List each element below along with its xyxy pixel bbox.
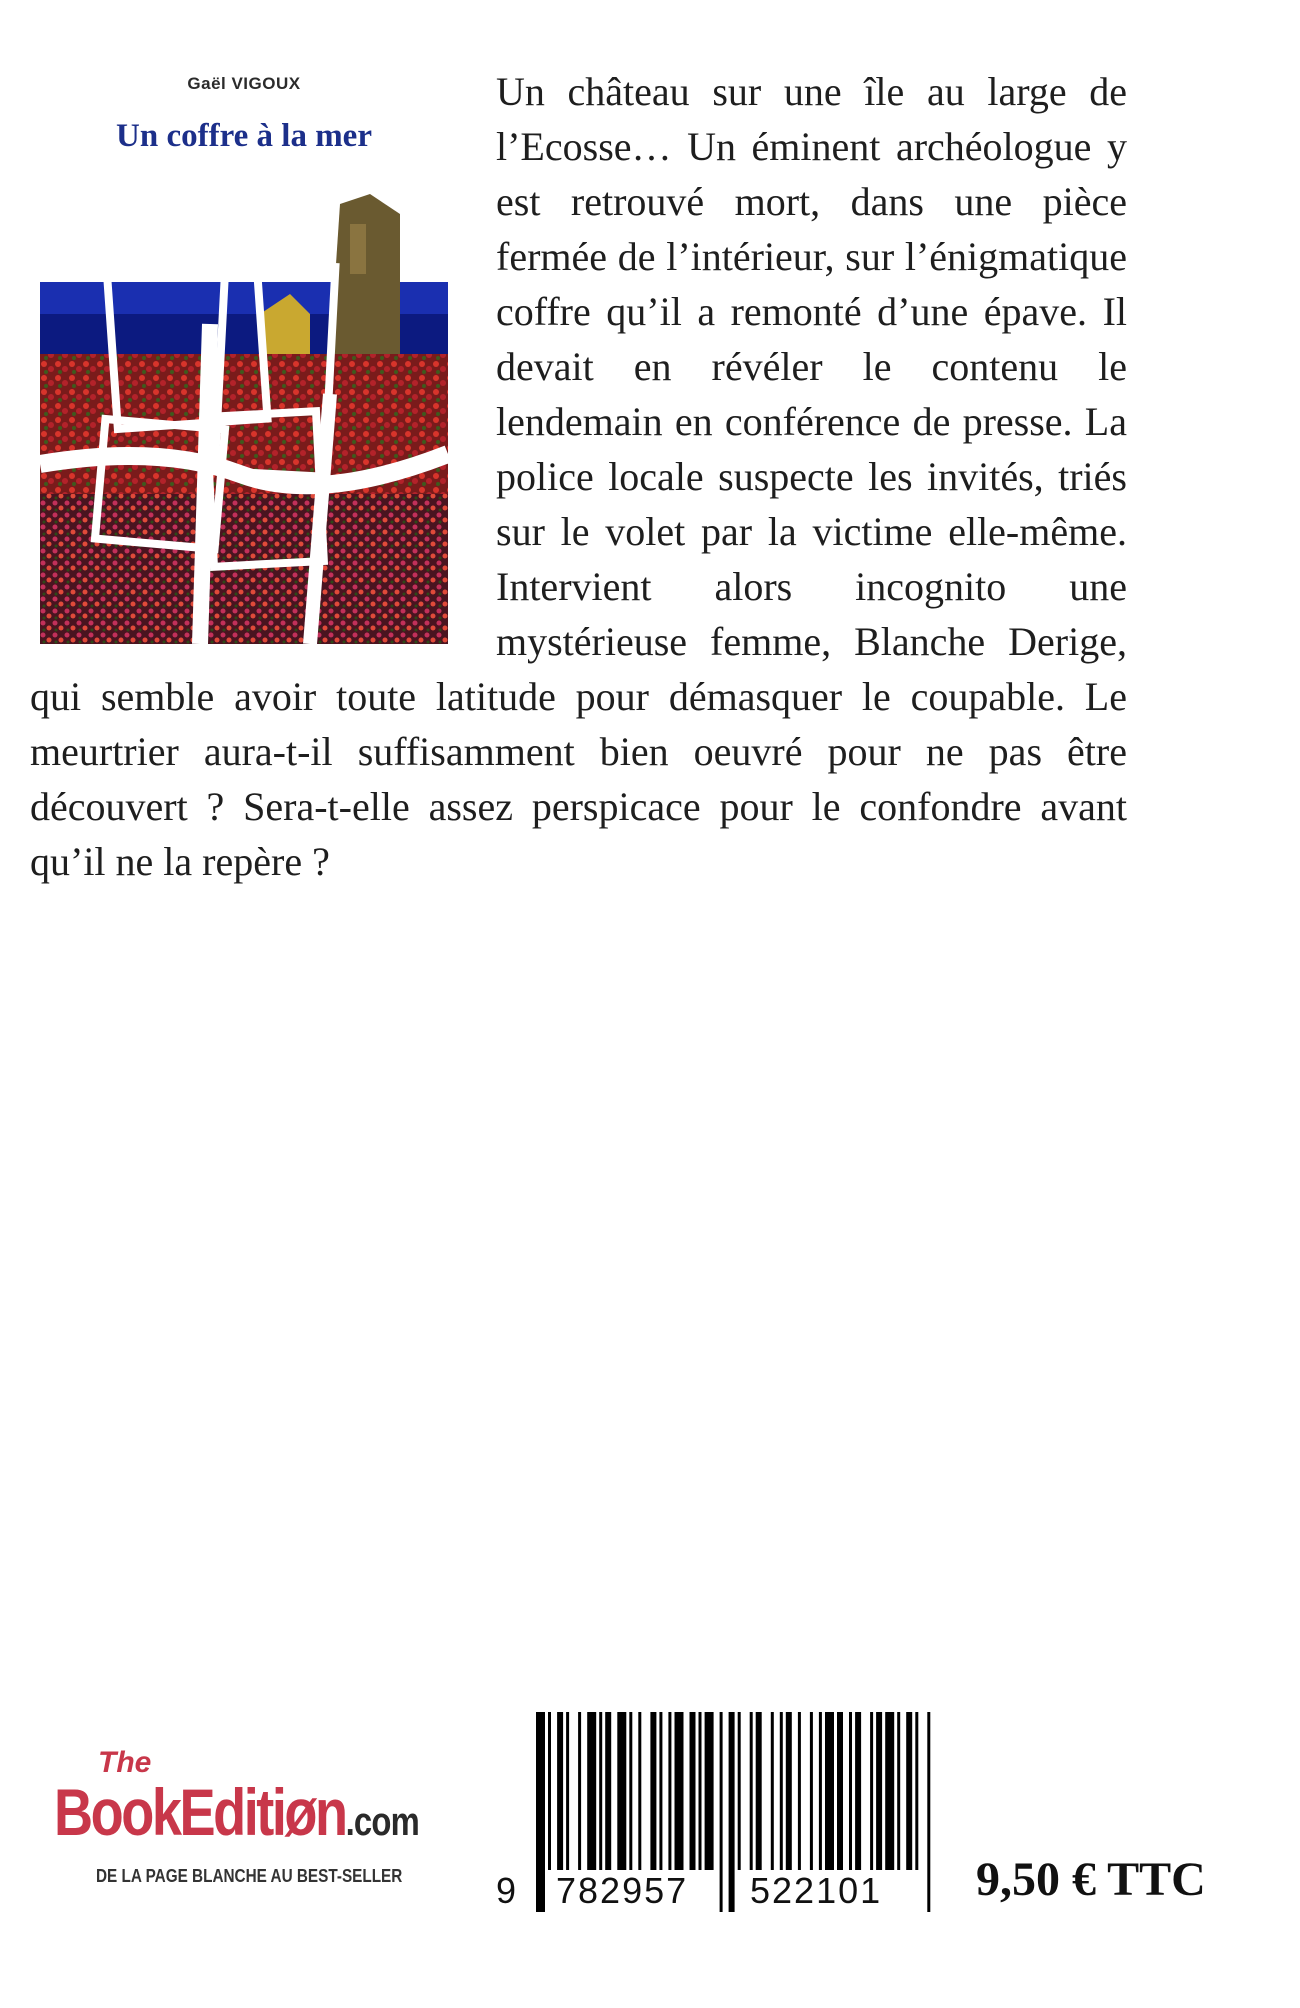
barcode-bar — [810, 1712, 813, 1870]
barcode-bar — [786, 1712, 792, 1870]
barcode-bar — [897, 1712, 900, 1870]
barcode-bar — [720, 1712, 723, 1912]
barcode-bar — [825, 1712, 834, 1870]
barcode-first-digit: 9 — [496, 1870, 519, 1911]
logo-brand-o: ø — [284, 1775, 316, 1849]
barcode-bar — [705, 1712, 714, 1870]
barcode-bar — [668, 1712, 671, 1870]
barcode-left-digits: 782957 — [556, 1870, 689, 1911]
cover-author: Gaël VIGOUX — [187, 74, 301, 93]
barcode-bar — [690, 1712, 696, 1870]
barcode-bar — [566, 1712, 569, 1870]
barcode-bar — [557, 1712, 563, 1870]
barcode-bar — [750, 1712, 753, 1870]
barcode-bar — [650, 1712, 656, 1870]
barcode-bar — [771, 1712, 774, 1870]
barcode-right-digits: 522101 — [750, 1870, 883, 1911]
barcode-bar — [915, 1712, 918, 1870]
logo-brand-text: BookEditi — [54, 1775, 285, 1849]
barcode-bar — [638, 1712, 641, 1870]
cover-title: Un coffre à la mer — [116, 118, 372, 154]
publisher-logo — [40, 1748, 450, 1918]
isbn-barcode — [496, 1712, 936, 1922]
barcode-bar — [837, 1712, 843, 1870]
barcode-bar — [729, 1712, 735, 1912]
price-label: 9,50 € TTC — [976, 1853, 1206, 1906]
barcode-bar — [587, 1712, 596, 1870]
barcode-bar — [605, 1712, 611, 1870]
logo-brand-end: n — [315, 1775, 346, 1849]
barcode-bar — [578, 1712, 581, 1870]
logo-the: The — [98, 1746, 152, 1779]
barcode-bar — [699, 1712, 702, 1870]
back-cover-blurb — [30, 64, 1127, 889]
logo-tagline: DE LA PAGE BLANCHE AU BEST-SELLER — [96, 1866, 403, 1886]
barcode-bar — [599, 1712, 602, 1870]
barcode-bar — [629, 1712, 632, 1870]
barcode-bar — [675, 1712, 684, 1870]
barcode-bar — [659, 1712, 662, 1870]
blurb-text: Un château sur une île au large de l’Ecosse… Un éminent archéologue y est retrouvé mort, dans une pièce fermée de l’intérieur, sur l’énigmatique coffre qu’il a remonté d’une épave. Il devait en révéler le contenu le lendemain en conférence de presse. La police locale suspecte les invités, triés sur le volet par la victime elle-même. Intervient alors incognito une mystérieuse femme, Blanche Derige, qui semble avoir toute latitude pour démasquer le coupable. Le meurtrier aura-t-il suffisamment bien oeuvré pour ne pas être découvert ? Sera-t-elle assez perspicace pour le confondre avant qu’il ne la repère ? — [30, 69, 1127, 884]
barcode-bar — [738, 1712, 741, 1870]
barcode-bar — [876, 1712, 882, 1870]
barcode-bar — [885, 1712, 894, 1870]
barcode-bar — [906, 1712, 912, 1870]
barcode-bar — [756, 1712, 762, 1870]
barcode-bar — [798, 1712, 801, 1870]
barcode-bar — [617, 1712, 626, 1870]
barcode-bar — [780, 1712, 783, 1870]
barcode-bar — [819, 1712, 822, 1870]
barcode-bar — [855, 1712, 861, 1870]
thumbnail-spacer — [30, 64, 496, 660]
logo-brand — [54, 1776, 419, 1858]
barcode-bar — [849, 1712, 852, 1870]
barcode-bar — [927, 1712, 930, 1912]
barcode-bar — [870, 1712, 873, 1870]
barcode-bar — [548, 1712, 551, 1870]
logo-domain: .com — [345, 1800, 419, 1844]
barcode-bar — [536, 1712, 545, 1912]
